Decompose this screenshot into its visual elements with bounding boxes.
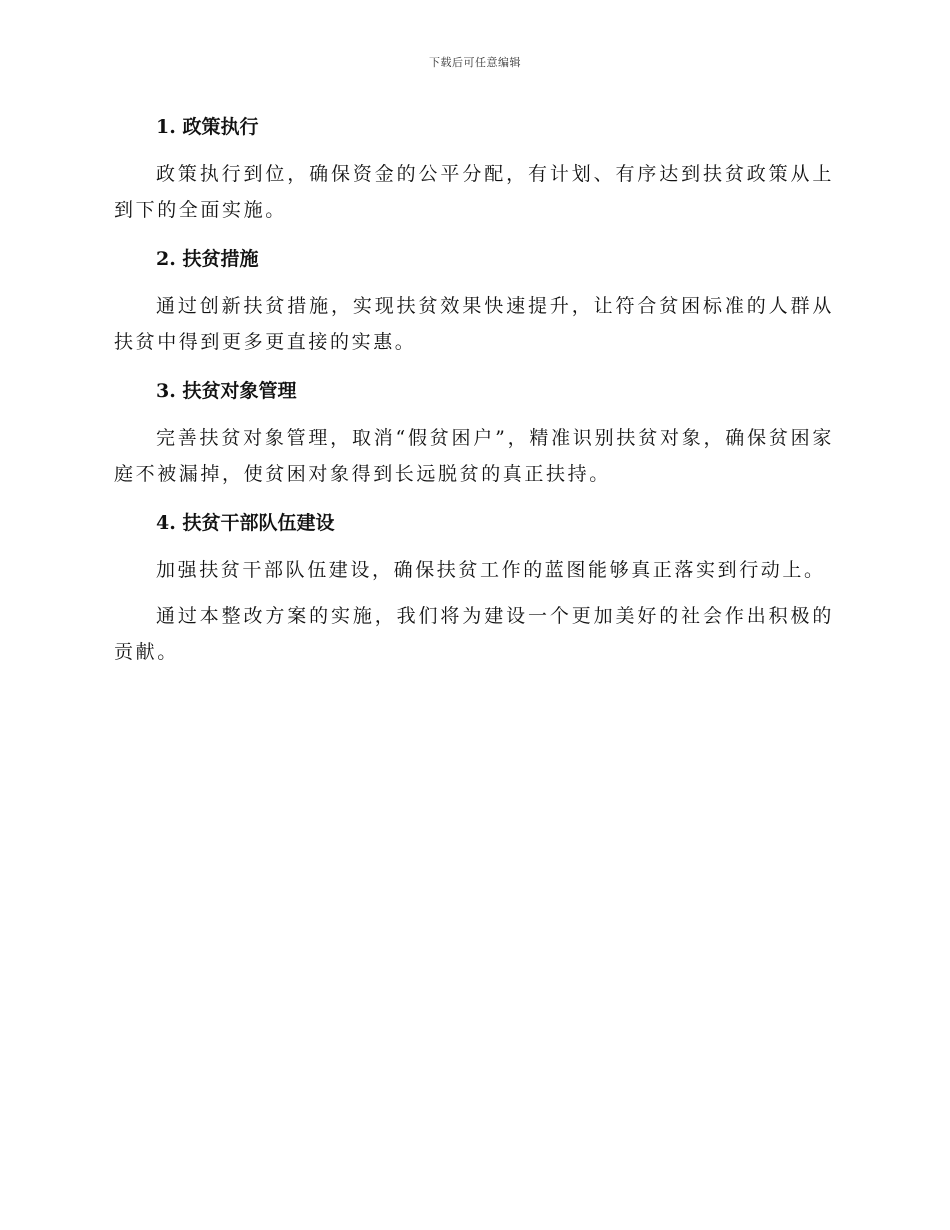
section-body-target-management: 完善扶贫对象管理，取消“假贫困户”，精准识别扶贫对象，确保贫困家庭不被漏掉，使贫困对象得到长远脱贫的真正扶持。 [114, 427, 834, 485]
section-body-poverty-measures: 通过创新扶贫措施，实现扶贫效果快速提升，让符合贫困标准的人群从扶贫中得到更多更直接的实惠。 [114, 295, 834, 353]
section-heading-poverty-measures: 2. 扶贫措施 [156, 248, 259, 270]
section-heading-policy-execution: 1. 政策执行 [156, 116, 259, 138]
section-heading-target-management: 3. 扶贫对象管理 [156, 380, 297, 402]
conclusion-paragraph: 通过本整改方案的实施，我们将为建设一个更加美好的社会作出积极的贡献。 [114, 605, 834, 663]
section-body-cadre-building: 加强扶贫干部队伍建设，确保扶贫工作的蓝图能够真正落实到行动上。 [156, 559, 826, 581]
section-heading-cadre-building: 4. 扶贫干部队伍建设 [156, 512, 335, 534]
document-body [114, 108, 834, 670]
section-body-policy-execution: 政策执行到位，确保资金的公平分配，有计划、有序达到扶贫政策从上到下的全面实施。 [114, 163, 834, 221]
header-note: 下载后可任意编辑 [429, 56, 521, 69]
